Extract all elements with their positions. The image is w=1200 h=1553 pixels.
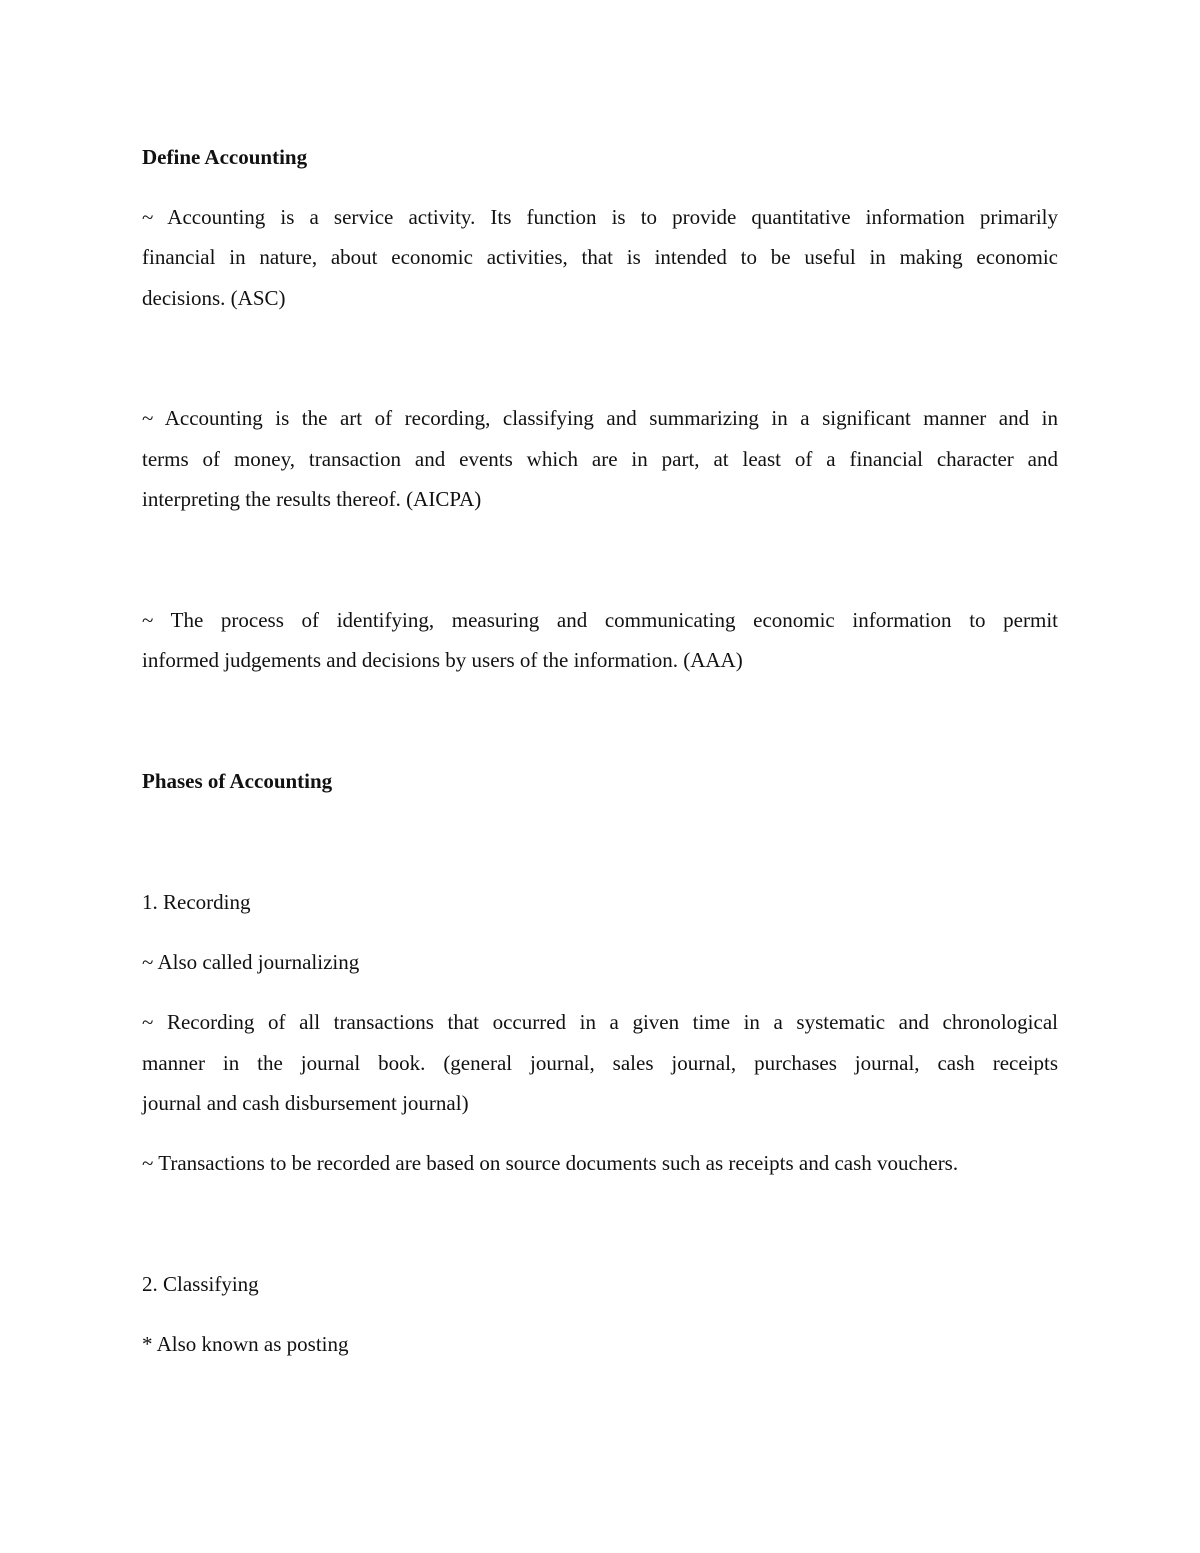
phase-note-journalizing: ~ Also called journalizing bbox=[142, 950, 360, 974]
phase-title-classifying: 2. Classifying bbox=[142, 1272, 259, 1296]
phase-note-recording-line-2: manner in the journal book. (general journal, sales journal, purchases journal, cash receipts bbox=[142, 1051, 1058, 1075]
phase-note-posting: * Also known as posting bbox=[142, 1332, 349, 1356]
section-heading-define-accounting: Define Accounting bbox=[142, 145, 308, 169]
definition-asc-line-2: financial in nature, about economic activities, that is intended to be useful in making economic bbox=[142, 245, 1058, 269]
definition-aicpa-line-1: ~ Accounting is the art of recording, classifying and summarizing in a significant manner and in bbox=[142, 406, 1058, 430]
phase-note-recording-line-3: journal and cash disbursement journal) bbox=[142, 1091, 469, 1115]
definition-aicpa-line-2: terms of money, transaction and events which are in part, at least of a financial character and bbox=[142, 447, 1058, 471]
definition-aaa-line-1: ~ The process of identifying, measuring and communicating economic information to permit bbox=[142, 608, 1058, 632]
definition-aaa-line-2: informed judgements and decisions by users of the information. (AAA) bbox=[142, 648, 743, 672]
definition-aicpa-line-3: interpreting the results thereof. (AICPA) bbox=[142, 487, 482, 511]
definition-asc-line-3: decisions. (ASC) bbox=[142, 286, 286, 310]
phase-note-recording-line-1: ~ Recording of all transactions that occurred in a given time in a systematic and chronological bbox=[142, 1010, 1058, 1034]
phase-title-recording: 1. Recording bbox=[142, 890, 251, 914]
phase-note-source-documents: ~ Transactions to be recorded are based on source documents such as receipts and cash vouchers. bbox=[142, 1151, 959, 1175]
section-heading-phases-of-accounting: Phases of Accounting bbox=[142, 769, 333, 793]
definition-asc-line-1: ~ Accounting is a service activity. Its function is to provide quantitative information primarily bbox=[142, 205, 1058, 229]
